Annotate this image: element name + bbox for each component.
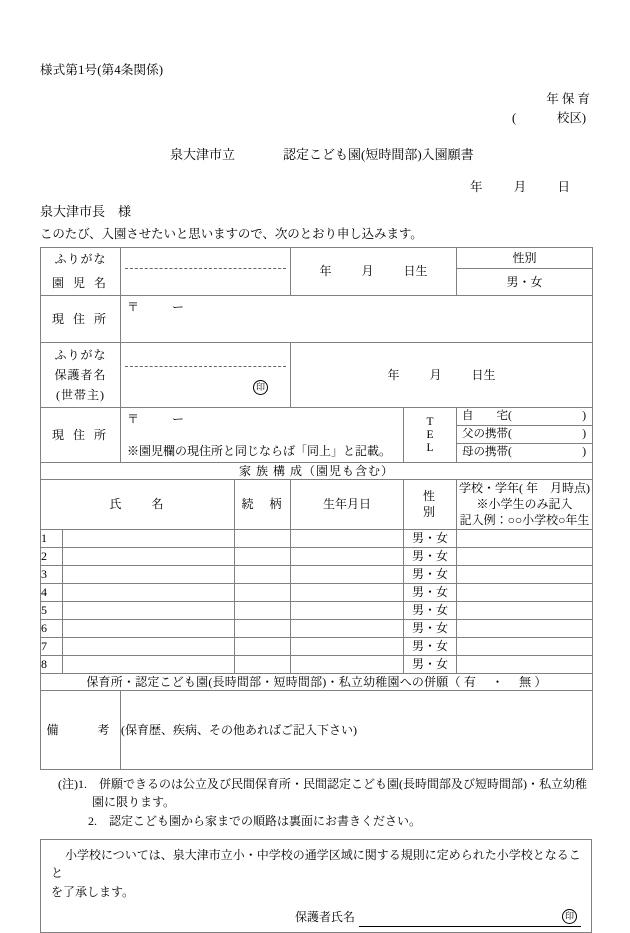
child-birthdate-field[interactable]: 年 月 日生 [291, 247, 457, 295]
consent-signature-input[interactable] [359, 906, 581, 927]
guardian-name-input[interactable] [121, 353, 290, 397]
tel-mother-mobile-label: 母の携帯( [462, 446, 512, 459]
tel-label: T E L [426, 415, 434, 454]
child-name-input-cell[interactable] [121, 247, 291, 295]
family-row-relation[interactable] [235, 583, 291, 601]
tel-father-mobile-label: 父の携帯( [462, 428, 512, 441]
table-row [41, 637, 593, 655]
guardian-postal-code-field[interactable]: 〒 ー [127, 412, 185, 427]
title-city-label: 泉大津市立 [170, 146, 236, 162]
consent-seal-icon: 印 [562, 906, 581, 925]
joint-application-field[interactable]: 保育所・認定こども園(長時間部・短時間部)・私立幼稚園への併願（ 有 ・ 無 ） [41, 673, 593, 690]
sex-header-label: 性別 [457, 248, 592, 269]
header-school-district-row [40, 109, 592, 128]
family-row-name[interactable] [63, 655, 235, 673]
family-col-school-line1: 学校・学年( 年 月時点) [459, 481, 591, 495]
family-row-birthdate[interactable] [291, 529, 404, 547]
family-row-school[interactable] [457, 529, 593, 547]
family-header-row [41, 480, 593, 530]
family-row-school[interactable] [457, 583, 593, 601]
consent-text-line-1: 小学校については、泉大津市立小・中学校の通学区域に関する規則に定められた小学校となること [51, 847, 581, 881]
family-row-number: 7 [41, 637, 63, 655]
child-name-row [41, 247, 593, 295]
guardian-address-input-cell[interactable] [121, 408, 404, 462]
school-district-field[interactable]: ( 校区) [512, 110, 586, 125]
consent-signature-row [51, 906, 581, 927]
submission-date-field[interactable]: 年 月 日 [469, 179, 570, 194]
family-row-sex[interactable]: 男・女 [404, 601, 457, 619]
family-row-relation[interactable] [235, 655, 291, 673]
family-row-birthdate[interactable] [291, 583, 404, 601]
page-title: 認定こども園(短時間部)入園願書 [283, 146, 474, 162]
family-row-birthdate[interactable] [291, 565, 404, 583]
header-year-label: 年 保 育 [546, 92, 590, 106]
child-address-label: 現 住 所 [41, 295, 121, 342]
family-section-title-row [41, 462, 593, 479]
tel-mother-mobile-row[interactable] [457, 444, 592, 461]
family-section-title: 家 族 構 成（園児も含む） [41, 462, 593, 479]
family-row-number: 2 [41, 547, 63, 565]
form-code: 様式第1号(第4条関係) [40, 63, 164, 77]
family-row-relation[interactable] [235, 529, 291, 547]
family-row-name[interactable] [63, 547, 235, 565]
guardian-seal-icon: 印 [253, 377, 268, 395]
guardian-furigana-line[interactable] [125, 353, 286, 367]
guardian-household-head-label: (世帯主) [56, 388, 105, 403]
guardian-name-line[interactable] [121, 367, 290, 397]
child-name-line[interactable] [121, 269, 290, 294]
guardian-furigana-label: ふりがな [54, 347, 107, 362]
family-row-number: 6 [41, 619, 63, 637]
family-row-school[interactable] [457, 601, 593, 619]
joint-application-row [41, 673, 593, 690]
family-row-sex[interactable]: 男・女 [404, 565, 457, 583]
family-row-birthdate[interactable] [291, 619, 404, 637]
consent-text-line-2: を了承します。 [51, 884, 135, 899]
guardian-name-label-cell [41, 342, 121, 408]
remarks-input-cell[interactable] [121, 690, 593, 769]
child-name-label-cell [41, 247, 121, 295]
family-row-number: 5 [41, 601, 63, 619]
form-title-row [40, 144, 592, 163]
family-row-school[interactable] [457, 655, 593, 673]
notes-section [40, 775, 592, 831]
note-1-line-2: 園に限ります。 [92, 795, 176, 810]
note-1-line-1: (注)1. 併願できるのは公立及び民間保育所・民間認定こども園(長時間部及び短時間部)・私立幼稚 [58, 776, 587, 791]
family-row-sex[interactable]: 男・女 [404, 655, 457, 673]
family-row-relation[interactable] [235, 637, 291, 655]
tel-father-mobile-row[interactable] [457, 426, 592, 444]
table-row [41, 619, 593, 637]
family-row-birthdate[interactable] [291, 601, 404, 619]
family-row-sex[interactable]: 男・女 [404, 547, 457, 565]
child-name-label: 園 児 名 [52, 276, 110, 291]
family-row-school[interactable] [457, 547, 593, 565]
family-row-name[interactable] [63, 637, 235, 655]
lead-sentence: このたび、入園させたいと思いますので、次のとおり申し込みます。 [40, 226, 423, 241]
family-row-name[interactable] [63, 619, 235, 637]
tel-mother-mobile-paren: ) [582, 446, 587, 459]
guardian-name-input-cell[interactable] [121, 342, 291, 408]
consent-box [40, 839, 592, 933]
child-address-row [41, 295, 593, 342]
child-address-input-cell[interactable] [121, 295, 593, 342]
family-row-number: 1 [41, 529, 63, 547]
family-row-school[interactable] [457, 565, 593, 583]
application-form-table [40, 247, 593, 770]
family-row-name[interactable] [63, 601, 235, 619]
guardian-address-label: 現 住 所 [41, 408, 121, 462]
family-col-school-line2: ※小学生のみ記入 [476, 497, 573, 512]
family-col-relation: 続 柄 [235, 480, 291, 530]
family-row-school[interactable] [457, 619, 593, 637]
child-sex-value[interactable]: 男・女 [506, 274, 543, 289]
family-row-relation[interactable] [235, 547, 291, 565]
family-col-name: 氏 名 [41, 480, 235, 530]
tel-home-paren: ) [582, 410, 587, 423]
addressee-label: 泉大津市長 様 [40, 203, 132, 219]
family-row-birthdate[interactable] [291, 655, 404, 673]
family-row-sex[interactable]: 男・女 [404, 637, 457, 655]
family-row-name[interactable] [63, 565, 235, 583]
guardian-birthdate-field[interactable]: 年 月 日生 [291, 342, 593, 408]
table-row [41, 583, 593, 601]
table-row [41, 547, 593, 565]
family-row-number: 4 [41, 583, 63, 601]
family-row-school[interactable] [457, 637, 593, 655]
remarks-label: 備 考 [41, 690, 121, 769]
child-postal-code-field[interactable]: 〒 ー [127, 299, 185, 314]
tel-label-cell [404, 408, 457, 462]
family-row-relation[interactable] [235, 619, 291, 637]
family-row-birthdate[interactable] [291, 637, 404, 655]
family-col-birthdate: 生年月日 [291, 480, 404, 530]
guardian-name-label: 保護者名 [54, 368, 107, 383]
tel-home-row[interactable] [457, 408, 592, 426]
family-col-sex: 性 別 [404, 480, 457, 530]
family-row-sex[interactable]: 男・女 [404, 529, 457, 547]
tel-values-cell [457, 408, 593, 462]
tel-father-mobile-paren: ) [582, 428, 587, 441]
family-row-relation[interactable] [235, 601, 291, 619]
table-row [41, 601, 593, 619]
remarks-row [41, 690, 593, 769]
note-2: 2. 認定こども園から家までの順路は裏面にお書きください。 [88, 813, 422, 828]
child-furigana-label: ふりがな [54, 252, 107, 266]
family-row-number: 8 [41, 655, 63, 673]
family-row-name[interactable] [63, 583, 235, 601]
family-col-school-cell [457, 480, 593, 530]
guardian-address-row [41, 408, 593, 462]
header-year-row [40, 90, 592, 109]
table-row [41, 565, 593, 583]
family-row-number: 3 [41, 565, 63, 583]
child-furigana-line[interactable] [125, 249, 286, 269]
child-name-input[interactable] [121, 249, 290, 294]
family-row-relation[interactable] [235, 565, 291, 583]
family-row-name[interactable] [63, 529, 235, 547]
family-row-sex[interactable]: 男・女 [404, 583, 457, 601]
guardian-name-row [41, 342, 593, 408]
family-row-sex[interactable]: 男・女 [404, 619, 457, 637]
table-row [41, 529, 593, 547]
tel-home-label: 自 宅( [462, 410, 512, 423]
table-row [41, 655, 593, 673]
family-row-birthdate[interactable] [291, 547, 404, 565]
child-sex-cell [457, 247, 593, 295]
form-sheet [40, 60, 592, 933]
guardian-address-note: ※園児欄の現住所と同じならば「同上」と記載。 [127, 443, 392, 458]
remarks-hint: (保育歴、疾病、その他あればご記入下さい) [121, 722, 358, 737]
consent-signature-label: 保護者氏名 [294, 910, 355, 925]
family-col-school-line3: 記入例：○○小学校○年生 [459, 513, 590, 528]
